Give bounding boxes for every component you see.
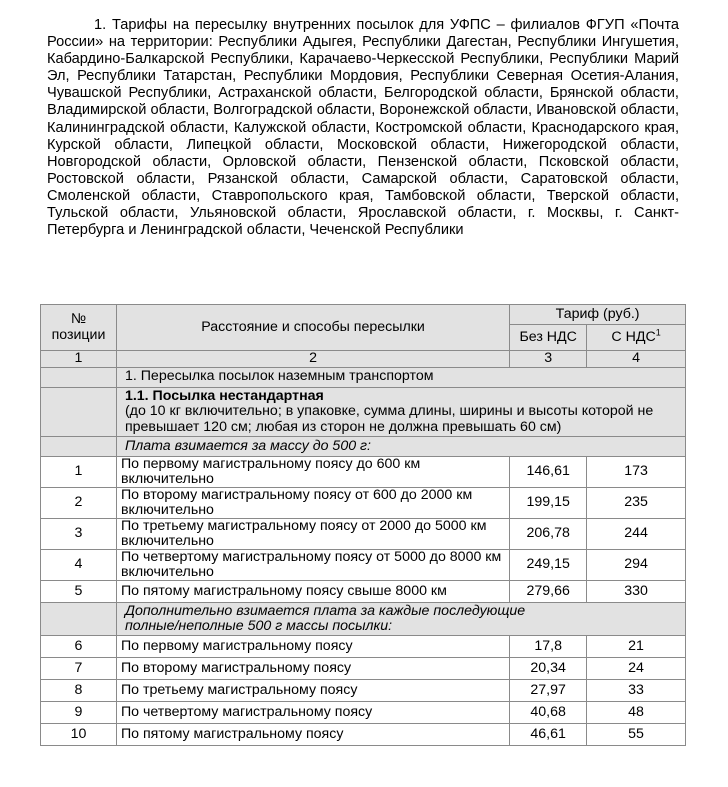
row-description: По второму магистральному поясу от 600 до 2000 км включительно [116, 488, 509, 519]
header-tariff: Тариф (руб.) [510, 305, 686, 325]
row-description: По третьему магистральному поясу [116, 680, 509, 702]
subsection-empty-cell [41, 387, 117, 437]
col-number: 2 [116, 351, 509, 368]
row-with-vat: 24 [587, 658, 686, 680]
row-number: 4 [41, 550, 117, 581]
group1-empty-cell [41, 437, 117, 457]
row-no-vat: 27,97 [510, 680, 587, 702]
group1-title: Плата взимается за массу до 500 г: [116, 437, 685, 457]
section-row [41, 367, 686, 387]
row-no-vat: 146,61 [510, 457, 587, 488]
col-number: 4 [587, 351, 686, 368]
table-row [41, 680, 686, 702]
table-row [41, 724, 686, 746]
row-number: 7 [41, 658, 117, 680]
section-empty-cell [41, 367, 117, 387]
col-number: 1 [41, 351, 117, 368]
row-with-vat: 330 [587, 581, 686, 603]
row-no-vat: 20,34 [510, 658, 587, 680]
header-description: Расстояние и способы пересылки [116, 305, 509, 351]
tariff-table [40, 304, 686, 746]
row-number: 5 [41, 581, 117, 603]
table-row [41, 658, 686, 680]
row-number: 9 [41, 702, 117, 724]
row-no-vat: 17,8 [510, 636, 587, 658]
table-row [41, 457, 686, 488]
col-number: 3 [510, 351, 587, 368]
row-with-vat: 173 [587, 457, 686, 488]
group1-title-row [41, 437, 686, 457]
subsection-title: 1.1. Посылка нестандартная [124, 387, 324, 404]
table-row [41, 488, 686, 519]
section-title: 1. Пересылка посылок наземным транспортом [116, 367, 685, 387]
table-row [41, 581, 686, 603]
row-description: По пятому магистральному поясу свыше 8000 км [116, 581, 509, 603]
subsection-note: (до 10 кг включительно; в упаковке, сумма длины, ширины и высоты которой не превышает 120 см; любая из сторон не должна превышать 60 см) [124, 403, 654, 435]
group2-title: Дополнительно взимается плата за каждые последующие полные/неполные 500 г массы посылки: [116, 603, 685, 636]
row-number: 2 [41, 488, 117, 519]
intro-paragraph [47, 17, 679, 239]
table-row [41, 702, 686, 724]
row-description: По второму магистральному поясу [116, 658, 509, 680]
header-position: № позиции [41, 305, 117, 351]
header-no-vat: Без НДС [510, 325, 587, 351]
row-no-vat: 206,78 [510, 519, 587, 550]
row-description: По четвертому магистральному поясу от 5000 до 8000 км включительно [116, 550, 509, 581]
table-header-row [41, 305, 686, 325]
footnote-marker: 1 [655, 327, 661, 338]
table-row [41, 519, 686, 550]
row-with-vat: 55 [587, 724, 686, 746]
row-with-vat: 244 [587, 519, 686, 550]
row-description: По пятому магистральному поясу [116, 724, 509, 746]
row-number: 1 [41, 457, 117, 488]
row-no-vat: 279,66 [510, 581, 587, 603]
header-with-vat-label: С НДС [611, 328, 656, 345]
table-row [41, 550, 686, 581]
group2-title-row [41, 603, 686, 636]
row-no-vat: 40,68 [510, 702, 587, 724]
row-number: 8 [41, 680, 117, 702]
row-description: По первому магистральному поясу до 600 км включительно [116, 457, 509, 488]
row-no-vat: 46,61 [510, 724, 587, 746]
row-with-vat: 33 [587, 680, 686, 702]
column-number-row [41, 351, 686, 368]
table-row [41, 636, 686, 658]
subsection-row [41, 387, 686, 437]
intro-text: 1. Тарифы на пересылку внутренних посылок для УФПС – филиалов ФГУП «Почта России» на территории: Республики Адыгея, Республики Дагестан, Республики Ингушетия, Кабардино-Балкарской Республики, Карачаево-Черкесской Республики, Республики Марий Эл, Республики Татарстан, Республики Мордовия, Республики Северная Осетия-Алания, Чувашской Республики, Астраханской области, Белгородской области, Брянской области, Владимирской области, Волгоградской области, Воронежской области, Ивановской области, Калининградской области, Калужской области, Костромской области, Краснодарского края, Курской области, Липецкой области, Московской области, Нижегородской области, Новгородской области, Орловской области, Пензенской области, Псковской области, Ростовской области, Рязанской области, Самарской области, Саратовской области, Смоленской области, Ставропольского края, Тамбовской области, Тверской области, Тульской области, Ульяновской области, Ярославской области, г. Москвы, г. Санкт-Петербурга и Ленинградской области, Чеченской Республики [47, 17, 679, 239]
row-number: 6 [41, 636, 117, 658]
row-number: 3 [41, 519, 117, 550]
group2-empty-cell [41, 603, 117, 636]
row-no-vat: 249,15 [510, 550, 587, 581]
row-description: По четвертому магистральному поясу [116, 702, 509, 724]
row-no-vat: 199,15 [510, 488, 587, 519]
row-with-vat: 235 [587, 488, 686, 519]
row-with-vat: 294 [587, 550, 686, 581]
row-with-vat: 48 [587, 702, 686, 724]
row-number: 10 [41, 724, 117, 746]
header-with-vat [587, 325, 686, 351]
row-description: По третьему магистральному поясу от 2000 до 5000 км включительно [116, 519, 509, 550]
row-description: По первому магистральному поясу [116, 636, 509, 658]
row-with-vat: 21 [587, 636, 686, 658]
subsection-cell [116, 387, 685, 437]
